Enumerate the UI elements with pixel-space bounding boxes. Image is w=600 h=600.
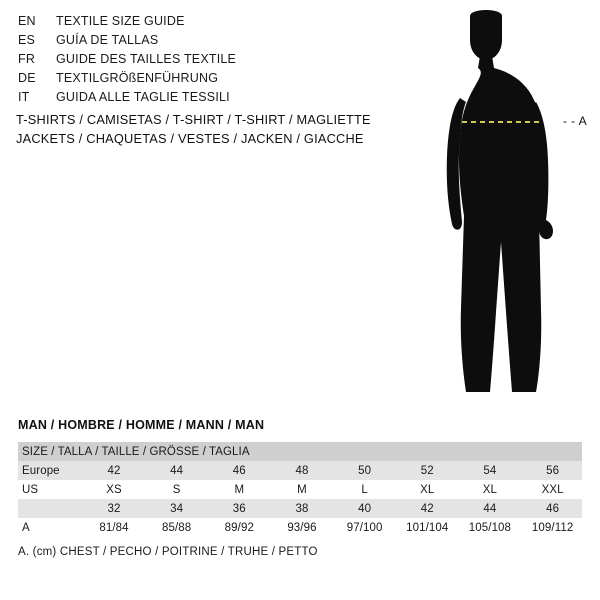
row-label-us: US — [18, 480, 81, 499]
language-row — [18, 71, 378, 90]
row-label-a: A — [18, 518, 81, 537]
cell-a-4: 93/96 — [269, 518, 332, 537]
size-table — [18, 442, 582, 537]
measure-label-a — [563, 114, 587, 128]
cell-us-2: S — [143, 480, 206, 499]
measure-dash: - - — [563, 114, 576, 128]
cell-europe-1: 42 — [81, 461, 144, 480]
row-label-europe: Europe — [18, 461, 81, 480]
language-list — [18, 14, 378, 109]
size-table-container — [18, 442, 582, 537]
language-row — [18, 14, 378, 33]
garment-category-tshirts: T-SHIRTS / CAMISETAS / T-SHIRT / T-SHIRT / MAGLIETTE — [16, 112, 371, 127]
cell-europe-7: 54 — [457, 461, 520, 480]
language-row — [18, 90, 378, 109]
row-label-numeric — [18, 499, 81, 518]
cell-num-2: 34 — [143, 499, 206, 518]
cell-num-5: 40 — [331, 499, 394, 518]
language-code: ES — [18, 33, 36, 47]
cell-us-5: L — [331, 480, 394, 499]
cell-us-6: XL — [394, 480, 457, 499]
language-text: GUIDE DES TAILLES TEXTILE — [56, 52, 237, 66]
cell-a-7: 105/108 — [457, 518, 520, 537]
table-row — [18, 480, 582, 499]
language-text: GUÍA DE TALLAS — [56, 33, 159, 47]
cell-a-2: 85/88 — [143, 518, 206, 537]
garment-category-jackets: JACKETS / CHAQUETAS / VESTES / JACKEN / GIACCHE — [16, 131, 364, 146]
language-row — [18, 33, 378, 52]
cell-europe-2: 44 — [143, 461, 206, 480]
language-code: DE — [18, 71, 36, 85]
language-text: GUIDA ALLE TAGLIE TESSILI — [56, 90, 230, 104]
cell-a-1: 81/84 — [81, 518, 144, 537]
cell-num-8: 46 — [519, 499, 582, 518]
cell-num-4: 38 — [269, 499, 332, 518]
language-text: TEXTILE SIZE GUIDE — [56, 14, 185, 28]
cell-us-3: M — [206, 480, 269, 499]
cell-num-1: 32 — [81, 499, 144, 518]
measure-letter: A — [578, 114, 588, 128]
cell-europe-5: 50 — [331, 461, 394, 480]
table-row — [18, 518, 582, 537]
garment-category-list — [16, 110, 436, 148]
cell-num-6: 42 — [394, 499, 457, 518]
cell-us-4: M — [269, 480, 332, 499]
table-row — [18, 499, 582, 518]
language-code: FR — [18, 52, 36, 66]
cell-us-8: XXL — [519, 480, 582, 499]
cell-us-1: XS — [81, 480, 144, 499]
cell-europe-8: 56 — [519, 461, 582, 480]
cell-num-3: 36 — [206, 499, 269, 518]
table-footnote: A. (cm) CHEST / PECHO / POITRINE / TRUHE / PETTO — [18, 546, 318, 558]
cell-a-8: 109/112 — [519, 518, 582, 537]
table-row — [18, 461, 582, 480]
cell-europe-3: 46 — [206, 461, 269, 480]
body-silhouette-figure — [400, 10, 600, 410]
table-header-label: SIZE / TALLA / TAILLE / GRÖSSE / TAGLIA — [18, 442, 582, 461]
cell-europe-4: 48 — [269, 461, 332, 480]
male-silhouette-icon — [400, 10, 600, 410]
language-text: TEXTILGRÖßENFÜHRUNG — [56, 71, 219, 85]
table-section-title: MAN / HOMBRE / HOMME / MANN / MAN — [18, 418, 265, 432]
language-code: EN — [18, 14, 36, 28]
language-code: IT — [18, 90, 30, 104]
cell-num-7: 44 — [457, 499, 520, 518]
cell-a-3: 89/92 — [206, 518, 269, 537]
language-row — [18, 52, 378, 71]
cell-a-5: 97/100 — [331, 518, 394, 537]
cell-europe-6: 52 — [394, 461, 457, 480]
cell-a-6: 101/104 — [394, 518, 457, 537]
table-row-header — [18, 442, 582, 461]
cell-us-7: XL — [457, 480, 520, 499]
